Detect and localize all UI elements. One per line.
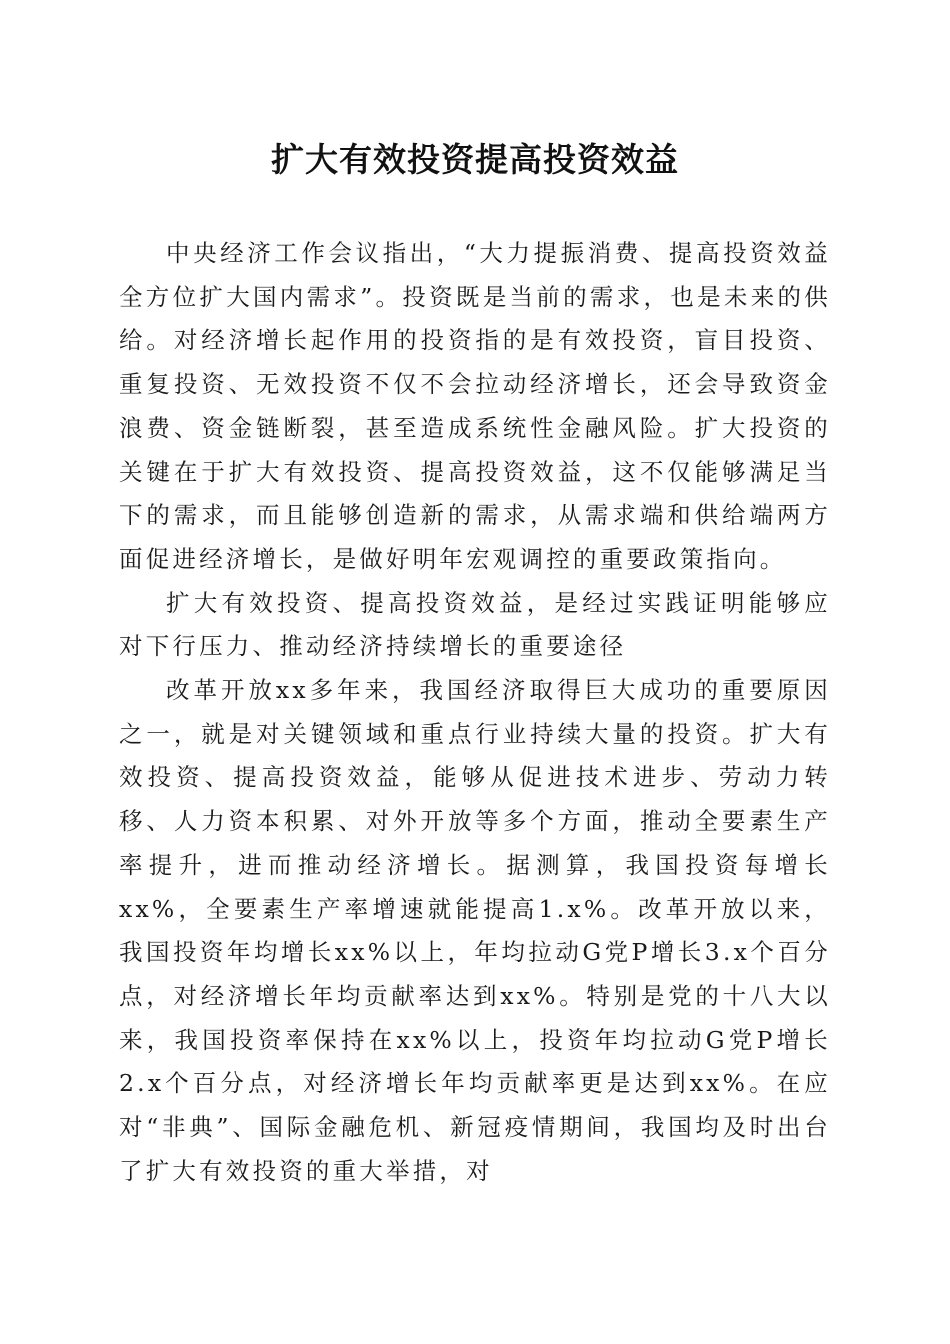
document-body: [119, 232, 831, 1193]
paragraph-3: 改革开放xx多年来，我国经济取得巨大成功的重要原因之一，就是对关键领域和重点行业持续大量的投资。扩大有效投资、提高投资效益，能够从促进技术进步、劳动力转移、人力资本积累、对外开放等多个方面，推动全要素生产率提升，进而推动经济增长。据测算，我国投资每增长xx%，全要素生产率增速就能提高1.x%。改革开放以来，我国投资年均增长xx%以上，年均拉动G党P增长3.x个百分点，对经济增长年均贡献率达到xx%。特别是党的十八大以来，我国投资率保持在xx%以上，投资年均拉动G党P增长2.x个百分点，对经济增长年均贡献率更是达到xx%。在应对“非典”、国际金融危机、新冠疫情期间，我国均及时出台了扩大有效投资的重大举措，对: [119, 676, 831, 1185]
paragraph-2: 扩大有效投资、提高投资效益，是经过实践证明能够应对下行压力、推动经济持续增长的重要途径: [119, 588, 831, 661]
paragraph-1: 中央经济工作会议指出，“大力提振消费、提高投资效益全方位扩大国内需求”。投资既是当前的需求，也是未来的供给。对经济增长起作用的投资指的是有效投资，盲目投资、重复投资、无效投资不仅不会拉动经济增长，还会导致资金浪费、资金链断裂，甚至造成系统性金融风险。扩大投资的关键在于扩大有效投资、提高投资效益，这不仅能够满足当下的需求，而且能够创造新的需求，从需求端和供给端两方面促进经济增长，是做好明年宏观调控的重要政策指向。: [119, 239, 831, 573]
document-title: 扩大有效投资提高投资效益: [271, 140, 679, 179]
